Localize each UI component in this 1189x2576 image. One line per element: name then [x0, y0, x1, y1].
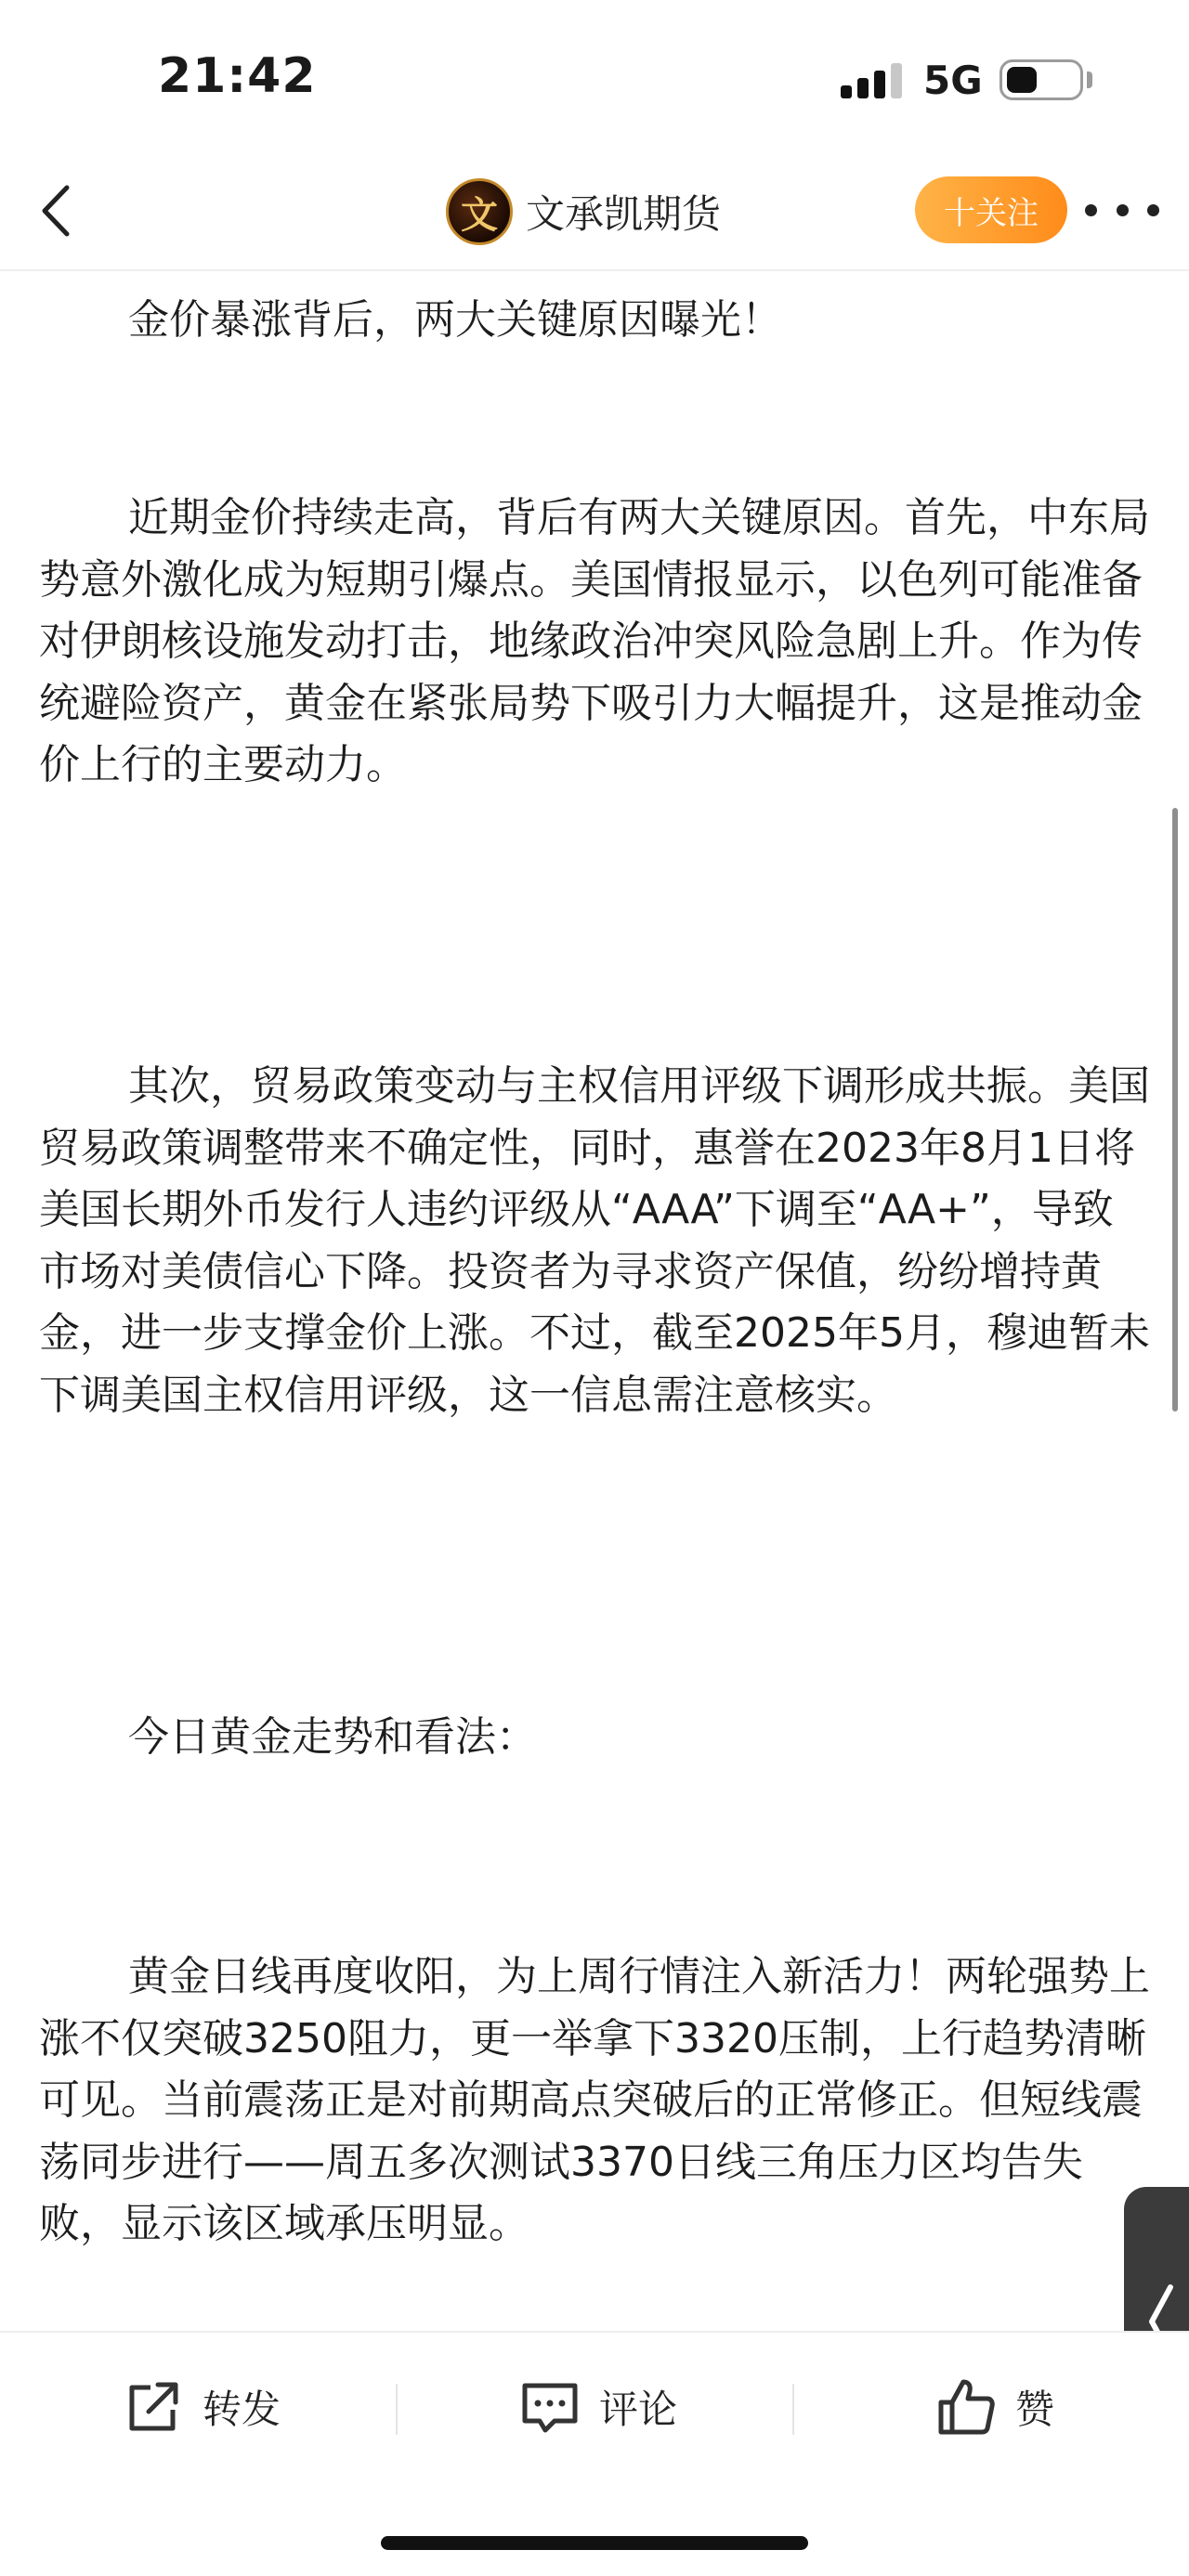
- article-paragraph: 黄金日线再度收阳，为上周行情注入新活力！两轮强势上涨不仅突破3250阻力，更一举拿下3320压制，上行趋势清晰可见。当前震荡正是对前期高点突破后的正常修正。但短线震荡同步进行——周五多次测试3370日线三角压力区均告失败，显示该区域承压明显。: [39, 1953, 1150, 2247]
- article-paragraph: 今日黄金走势和看法：: [128, 1713, 537, 1761]
- more-dots-icon: [1085, 204, 1097, 216]
- like-button[interactable]: [934, 2370, 1054, 2444]
- battery-icon: [1000, 59, 1083, 100]
- toolbar-divider: [396, 2384, 398, 2435]
- article-paragraph: 金价暴涨背后，两大关键原因曝光！: [128, 296, 782, 344]
- article-body: [0, 271, 1189, 2323]
- more-button[interactable]: [1085, 189, 1159, 230]
- comment-icon: [517, 2374, 582, 2439]
- nav-header: [0, 158, 1189, 271]
- article-paragraph: 其次，贸易政策变动与主权信用评级下调形成共振。美国贸易政策调整带来不确定性，同时，惠誉在2023年8月1日将美国长期外币发行人违约评级从“AAA”下调至“AA+”，导致市场对美债信心下降。投资者为寻求资产保值，纷纷增持黄金，进一步支撑金价上涨。不过，截至2025年5月，穆迪暂未下调美国主权信用评级，这一信息需注意核实。: [39, 1062, 1150, 1419]
- comment-label: 评论: [599, 2387, 678, 2432]
- share-button[interactable]: [121, 2370, 281, 2444]
- comment-button[interactable]: [517, 2370, 677, 2444]
- scrollbar[interactable]: [1172, 808, 1178, 1412]
- status-bar: [0, 0, 1189, 158]
- like-label: 赞: [1015, 2387, 1055, 2432]
- bottom-toolbar: [0, 2331, 1189, 2489]
- back-button[interactable]: [26, 178, 91, 243]
- network-type: 5G: [923, 58, 983, 103]
- avatar[interactable]: 文: [446, 178, 513, 245]
- status-time: 21:42: [158, 48, 317, 104]
- account-name[interactable]: 文承凯期货: [526, 191, 722, 237]
- follow-button[interactable]: 十关注: [915, 176, 1067, 243]
- article-paragraph: 近期金价持续走高，背后有两大关键原因。首先，中东局势意外激化成为短期引爆点。美国情报显示，以色列可能准备对伊朗核设施发动打击，地缘政治冲突风险急剧上升。作为传统避险资产，黄金在紧张局势下吸引力大幅提升，这是推动金价上行的主要动力。: [39, 494, 1150, 788]
- chevron-left-icon: [26, 178, 91, 243]
- battery-cap: [1087, 72, 1092, 88]
- toolbar-divider: [792, 2384, 794, 2435]
- cellular-signal-icon: [841, 61, 902, 98]
- thumbs-up-icon: [934, 2374, 999, 2439]
- account-info[interactable]: [446, 175, 721, 249]
- home-indicator[interactable]: [381, 2536, 808, 2550]
- share-icon: [121, 2374, 186, 2439]
- share-label: 转发: [203, 2387, 281, 2432]
